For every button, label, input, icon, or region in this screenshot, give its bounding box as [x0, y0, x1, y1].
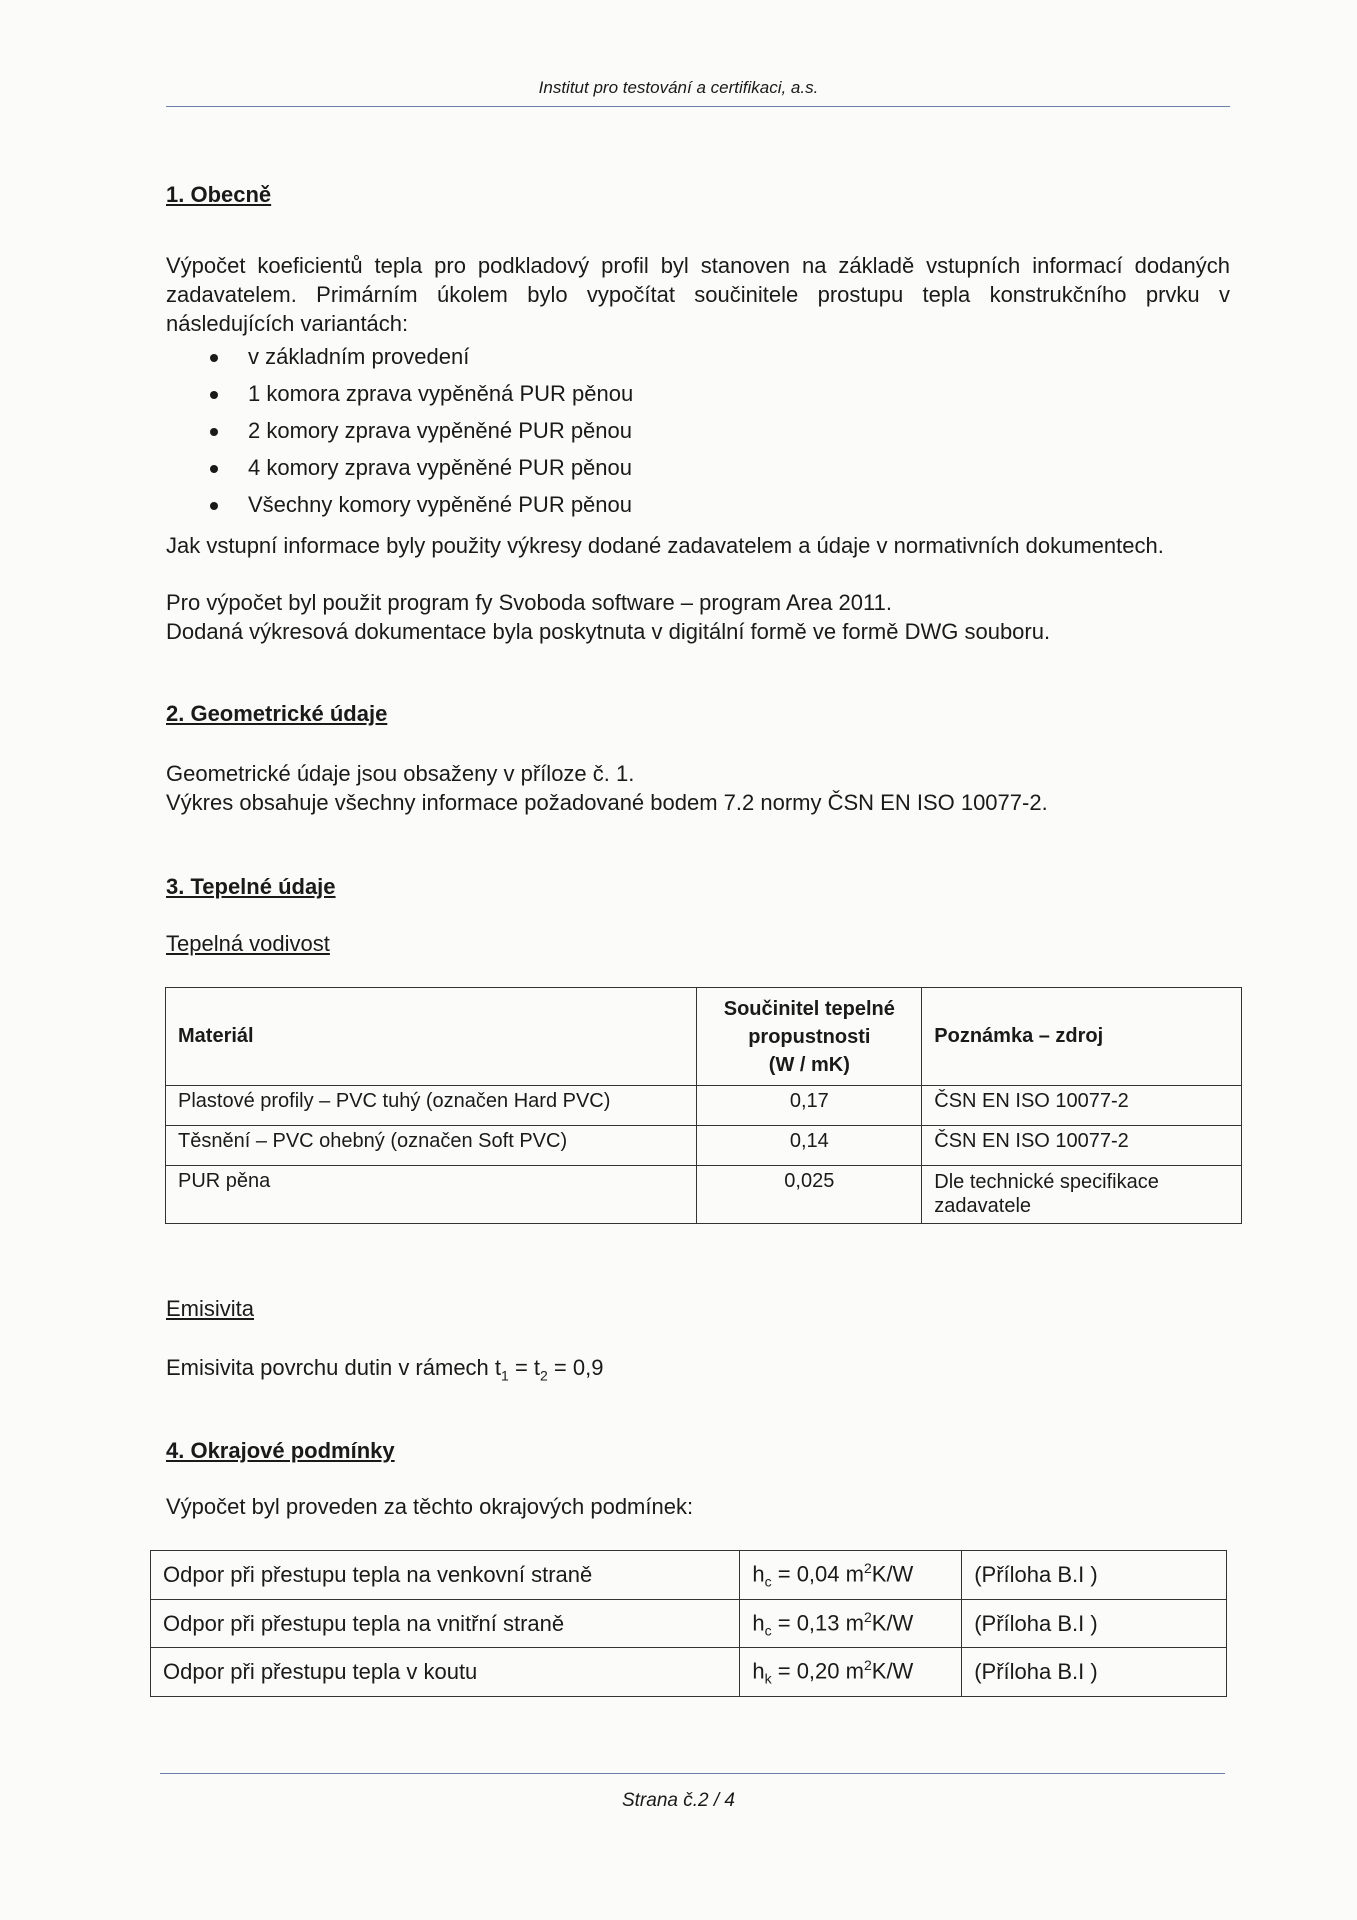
- thermal-conductivity-table: [165, 987, 1242, 1224]
- list-item: 4 komory zprava vypěněné PUR pěnou: [210, 449, 633, 486]
- column-header-conductivity: Součinitel tepelné propustnosti (W / mK): [697, 988, 922, 1086]
- section-4-intro: Výpočet byl proveden za těchto okrajových podmínek:: [166, 1494, 694, 1519]
- cell-material: Plastové profily – PVC tuhý (označen Hard PVC): [166, 1086, 697, 1126]
- cell-value: 0,14: [697, 1126, 922, 1166]
- list-item: v základním provedení: [210, 338, 633, 375]
- section-3-heading: 3. Tepelné údaje: [166, 874, 336, 899]
- section-2-paragraph-2: Výkres obsahuje všechny informace požadované bodem 7.2 normy ČSN EN ISO 10077-2.: [166, 790, 1048, 815]
- cell-label: Odpor při přestupu tepla na venkovní straně: [151, 1551, 740, 1600]
- section-2-paragraph-1: Geometrické údaje jsou obsaženy v příloze č. 1.: [166, 761, 635, 786]
- table-row: [151, 1648, 1227, 1697]
- cell-label: Odpor při přestupu tepla na vnitřní straně: [151, 1599, 740, 1648]
- cell-material: Těsnění – PVC ohebný (označen Soft PVC): [166, 1126, 697, 1166]
- variant-list: [210, 338, 633, 523]
- thermal-conductivity-subheading: Tepelná vodivost: [166, 931, 330, 956]
- cell-value: 0,17: [697, 1086, 922, 1126]
- table-row: [166, 1166, 1242, 1224]
- list-item: Všechny komory vypěněné PUR pěnou: [210, 486, 633, 523]
- list-item: 2 komory zprava vypěněné PUR pěnou: [210, 412, 633, 449]
- section-1-heading: 1. Obecně: [166, 182, 272, 207]
- section-2-heading: 2. Geometrické údaje: [166, 701, 388, 726]
- section-1-paragraph-4: Dodaná výkresová dokumentace byla poskytnuta v digitální formě ve formě DWG souboru.: [166, 619, 1051, 644]
- cell-formula: $h_k = 0,20$ $m^2K/W$: [740, 1648, 962, 1697]
- section-4-heading: 4. Okrajové podmínky: [166, 1438, 395, 1463]
- table-row: [151, 1599, 1227, 1648]
- footer-rule: [160, 1773, 1225, 1774]
- header-rule: [166, 106, 1230, 107]
- page-number: Strana č.2 / 4: [621, 1790, 735, 1811]
- table-row: [151, 1551, 1227, 1600]
- cell-reference: (Příloha B.I ): [962, 1551, 1227, 1600]
- cell-formula: $h_c = 0,13$ $m^2K/W$: [740, 1599, 962, 1648]
- section-1-intro: Výpočet koeficientů tepla pro podkladový profil byl stanoven na základě vstupních informací dodaných zadavatelem. Primárním úkolem bylo vypočítat součinitele prostupu tepla konstrukčního prvku v následujících variantách:: [166, 253, 1230, 336]
- emissivity-text: Emisivita povrchu dutin v rámech $t_1 = t_2 = 0,9$: [166, 1355, 604, 1384]
- cell-reference: (Příloha B.I ): [962, 1599, 1227, 1648]
- cell-value: 0,025: [697, 1166, 922, 1224]
- table-row: [166, 1126, 1242, 1166]
- cell-note: ČSN EN ISO 10077-2: [922, 1086, 1242, 1126]
- cell-material: PUR pěna: [166, 1166, 697, 1224]
- table-header-row: [166, 988, 1242, 1086]
- cell-label: Odpor při přestupu tepla v koutu: [151, 1648, 740, 1697]
- column-header-material: Materiál: [166, 988, 697, 1086]
- emissivity-subheading: Emisivita: [166, 1296, 255, 1321]
- list-item: 1 komora zprava vypěněná PUR pěnou: [210, 375, 633, 412]
- table-row: [166, 1086, 1242, 1126]
- cell-formula: $h_c = 0,04$ $m^2K/W$: [740, 1551, 962, 1600]
- cell-note: Dle technické specifikace zadavatele: [922, 1166, 1242, 1224]
- section-1-paragraph-3: Pro výpočet byl použit program fy Svoboda software – program Area 2011.: [166, 590, 892, 615]
- cell-reference: (Příloha B.I ): [962, 1648, 1227, 1697]
- section-1-paragraph-2: Jak vstupní informace byly použity výkresy dodané zadavatelem a údaje v normativních dokumentech.: [166, 533, 1164, 558]
- cell-note: ČSN EN ISO 10077-2: [922, 1126, 1242, 1166]
- page-header: Institut pro testování a certifikaci, a.s.: [538, 78, 819, 97]
- column-header-note: Poznámka – zdroj: [922, 988, 1242, 1086]
- boundary-conditions-table: [150, 1550, 1227, 1697]
